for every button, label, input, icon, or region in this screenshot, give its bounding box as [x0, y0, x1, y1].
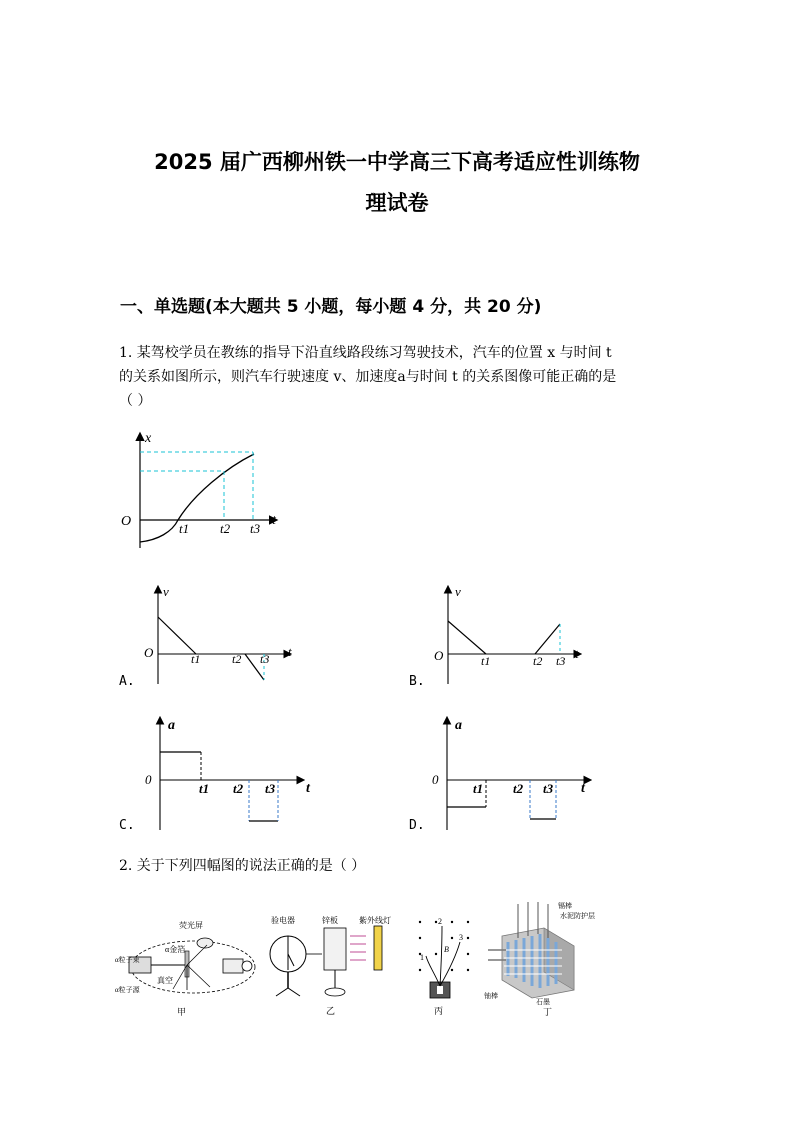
- option-b-vt-graph: [430, 582, 590, 687]
- x-axis-label: t: [581, 781, 585, 796]
- tick-label-t2: t2: [533, 654, 543, 668]
- label-beam: α粒子束: [115, 956, 140, 964]
- x-axis-label: t: [575, 646, 579, 661]
- figure-bing-particle-tracks: [412, 912, 478, 1020]
- tick-label-t2: t2: [220, 521, 231, 536]
- label-zinc-plate: 锌板: [322, 916, 338, 925]
- y-axis-label: x: [145, 431, 152, 446]
- paper-title-line2: 理试卷: [365, 191, 429, 215]
- q2-text: 2. 关于下列四幅图的说法正确的是（ ）: [119, 858, 366, 874]
- label-cadmium-rod: 镉棒: [558, 902, 572, 910]
- caption-ding: 丁: [543, 1007, 553, 1017]
- option-c-at-graph: [138, 712, 318, 832]
- label-electroscope: 验电器: [271, 916, 295, 925]
- option-d-label[interactable]: D.: [409, 818, 425, 833]
- tick-label-t2: t2: [232, 652, 242, 666]
- option-a-label[interactable]: A.: [119, 674, 135, 689]
- q1-line3: （ ）: [119, 393, 152, 409]
- q1-line2: 的关系如图所示，则汽车行驶速度 v、加速度a与时间 t 的关系图像可能正确的是: [119, 369, 617, 385]
- figure-ding-reactor: [484, 898, 610, 1020]
- option-a-vt-graph: [140, 582, 300, 687]
- tick-label-t3: t3: [260, 652, 270, 666]
- tick-label-t3: t3: [250, 521, 261, 536]
- tick-label-t1: t1: [191, 652, 201, 666]
- origin-label: 0: [432, 772, 439, 787]
- origin-label: 0: [145, 772, 152, 787]
- figure-yi-photoelectric: [266, 910, 406, 1020]
- track-label-3: 3: [459, 933, 463, 942]
- label-graphite: 石墨: [536, 998, 550, 1006]
- tick-label-t1: t1: [179, 521, 190, 536]
- tick-label-t3: t3: [556, 654, 566, 668]
- figure-jia-alpha-scattering: [115, 915, 267, 1020]
- tick-label-t1: t1: [481, 654, 491, 668]
- origin-label: O: [434, 648, 444, 663]
- q1-xt-graph: [116, 428, 286, 553]
- track-label-2: 2: [438, 917, 442, 926]
- tick-label-t3: t3: [543, 781, 554, 796]
- x-axis-label: t: [288, 644, 292, 659]
- y-axis-label: a: [455, 718, 462, 733]
- section-heading: 一、单选题(本大题共 5 小题，每小题 4 分，共 20 分): [120, 297, 542, 317]
- label-vacuum: 真空: [157, 976, 173, 985]
- caption-bing: 丙: [434, 1006, 444, 1016]
- label-foil: α金箔: [165, 945, 186, 954]
- label-uranium-rod: 铀棒: [484, 992, 498, 1000]
- tick-label-t1: t1: [473, 781, 484, 796]
- y-axis-label: a: [168, 718, 175, 733]
- tick-label-t2: t2: [513, 781, 524, 796]
- label-source: α粒子源: [115, 986, 140, 994]
- field-label-b: B: [444, 945, 449, 954]
- q1-line1: 1. 某驾校学员在教练的指导下沿直线路段练习驾驶技术，汽车的位置 x 与时间 t: [119, 345, 612, 361]
- x-axis-label: t: [272, 513, 276, 528]
- label-screen: 荧光屏: [179, 921, 203, 930]
- label-concrete-shield: 水泥防护层: [560, 912, 595, 920]
- x-axis-label: t: [306, 781, 310, 796]
- caption-jia: 甲: [177, 1007, 187, 1017]
- option-d-at-graph: [425, 712, 605, 832]
- option-b-label[interactable]: B.: [409, 674, 425, 689]
- option-c-label[interactable]: C.: [119, 818, 135, 833]
- tick-label-t2: t2: [233, 781, 244, 796]
- origin-label: O: [121, 514, 132, 529]
- track-label-1: 1: [420, 953, 424, 962]
- origin-label: O: [144, 645, 154, 660]
- y-axis-label: v: [455, 584, 461, 599]
- tick-label-t1: t1: [199, 781, 210, 796]
- caption-yi: 乙: [326, 1006, 336, 1016]
- label-uv-lamp: 紫外线灯: [359, 916, 391, 925]
- tick-label-t3: t3: [265, 781, 276, 796]
- y-axis-label: v: [163, 584, 169, 599]
- paper-title-line1: 2025 届广西柳州铁一中学高三下高考适应性训练物: [154, 150, 640, 174]
